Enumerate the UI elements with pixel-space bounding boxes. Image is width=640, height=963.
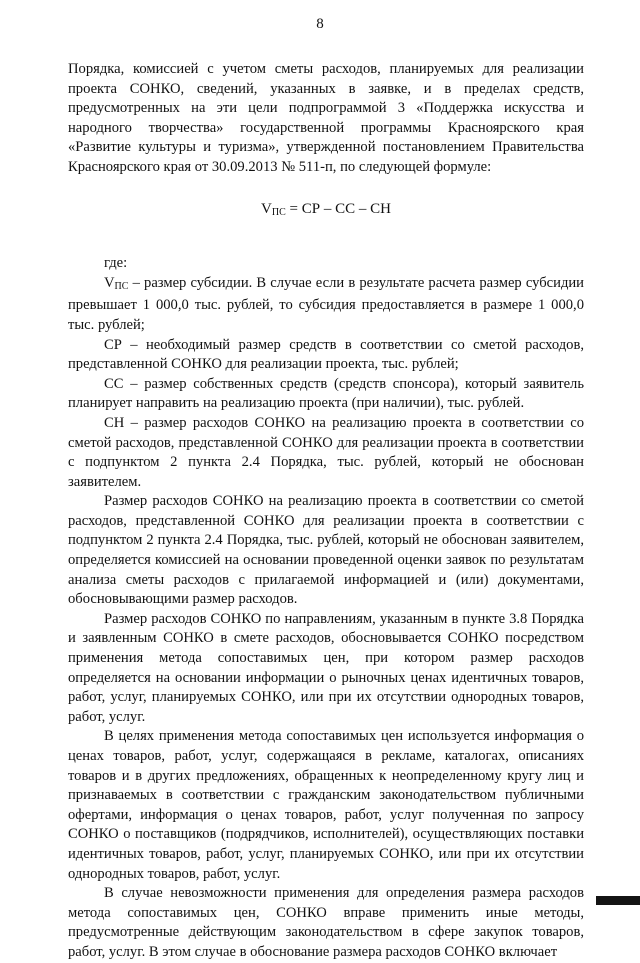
formula-rhs: = СР – СС – СН <box>285 200 391 217</box>
subsidy-formula <box>68 200 584 223</box>
body-paragraph-1: Размер расходов СОНКО на реализацию проекта в соответствии со сметой расходов, представленной СОНКО для реализации проекта в соответствии с подпунктом 2 пункта 2.4 Порядка, тыс. рублей, который не обоснован заявителем, определяется комиссией на основании проведенной оценки заявок по результатам анализа сметы расходов с прилагаемой информацией и (или) документами, обосновывающими размер расходов. <box>68 493 584 608</box>
definition-v-variable: V <box>104 274 115 291</box>
scan-edge-artifact <box>596 896 640 905</box>
definition-sn: СН – размер расходов СОНКО на реализацию проекта в соответствии со сметой расходов, представленной СОНКО для реализации проекта в соответствии с подпунктом 2 пункта 2.4 Порядка, тыс. рублей, который не обоснован заявителем. <box>68 414 584 490</box>
definition-v <box>68 274 584 336</box>
formula-lhs-variable: V <box>261 200 272 217</box>
definition-v-subscript: ПС <box>114 280 129 292</box>
body-paragraph-4: В случае невозможности применения для определения размера расходов метода сопоставимых цен, СОНКО вправе применить иные методы, предусмотренные действующим законодательством в сфере закупок товаров, работ, услуг. В этом случае в обоснование размера расходов СОНКО включает <box>68 885 584 960</box>
definition-v-text: – размер субсидии. В случае если в результате расчета размер субсидии превышает 1 000,0 тыс. рублей, то субсидия предоставляется в размере 1 000,0 тыс. рублей; <box>68 274 584 333</box>
where-label: где: <box>104 255 128 272</box>
document-body <box>68 60 584 963</box>
definition-sr: СР – необходимый размер средств в соответствии со сметой расходов, представленной СОНКО для реализации проекта, тыс. рублей; <box>68 336 584 373</box>
body-paragraph-3: В целях применения метода сопоставимых цен используется информация о ценах товаров, работ, услуг, содержащаяся в рекламе, каталогах, описаниях товаров и в других предложениях, обращенных к неопределенному кругу лиц и признаваемых в соответствии с гражданским законодательством публичными офертами, информация о ценах товаров, работ, услуг полученная по запросу СОНКО о поставщиков (подрядчиков, исполнителей), осуществляющих поставки идентичных товаров, работ, услуг, планируемых СОНКО, или при их отсутствии однородных товаров, работ, услуг. <box>68 728 584 882</box>
formula-lhs-subscript: ПС <box>271 206 286 218</box>
page-number: 8 <box>316 16 324 32</box>
intro-paragraph: Порядка, комиссией с учетом сметы расходов, планируемых для реализации проекта СОНКО, сведений, указанных в заявке, и в пределах средств, предусмотренных на эти цели подпрограммой 3 «Поддержка искусства и народного творчества» государственной программы Красноярского края «Развитие культуры и туризма», утвержденной постановлением Правительства Красноярского края от 30.09.2013 № 511-п, по следующей формуле: <box>68 61 584 175</box>
definition-ss: СС – размер собственных средств (средств спонсора), который заявитель планирует направить на реализацию проекта (при наличии), тыс. рублей. <box>68 375 584 412</box>
body-paragraph-2: Размер расходов СОНКО по направлениям, указанным в пункте 3.8 Порядка и заявленным СОНКО в смете расходов, обосновывается СОНКО посредством применения метода сопоставимых цен, при котором размер расходов определяется на основании информации о рыночных ценах идентичных товаров, работ, услуг, планируемых СОНКО, или при их отсутствии однородных товаров, работ, услуг. <box>68 610 584 725</box>
